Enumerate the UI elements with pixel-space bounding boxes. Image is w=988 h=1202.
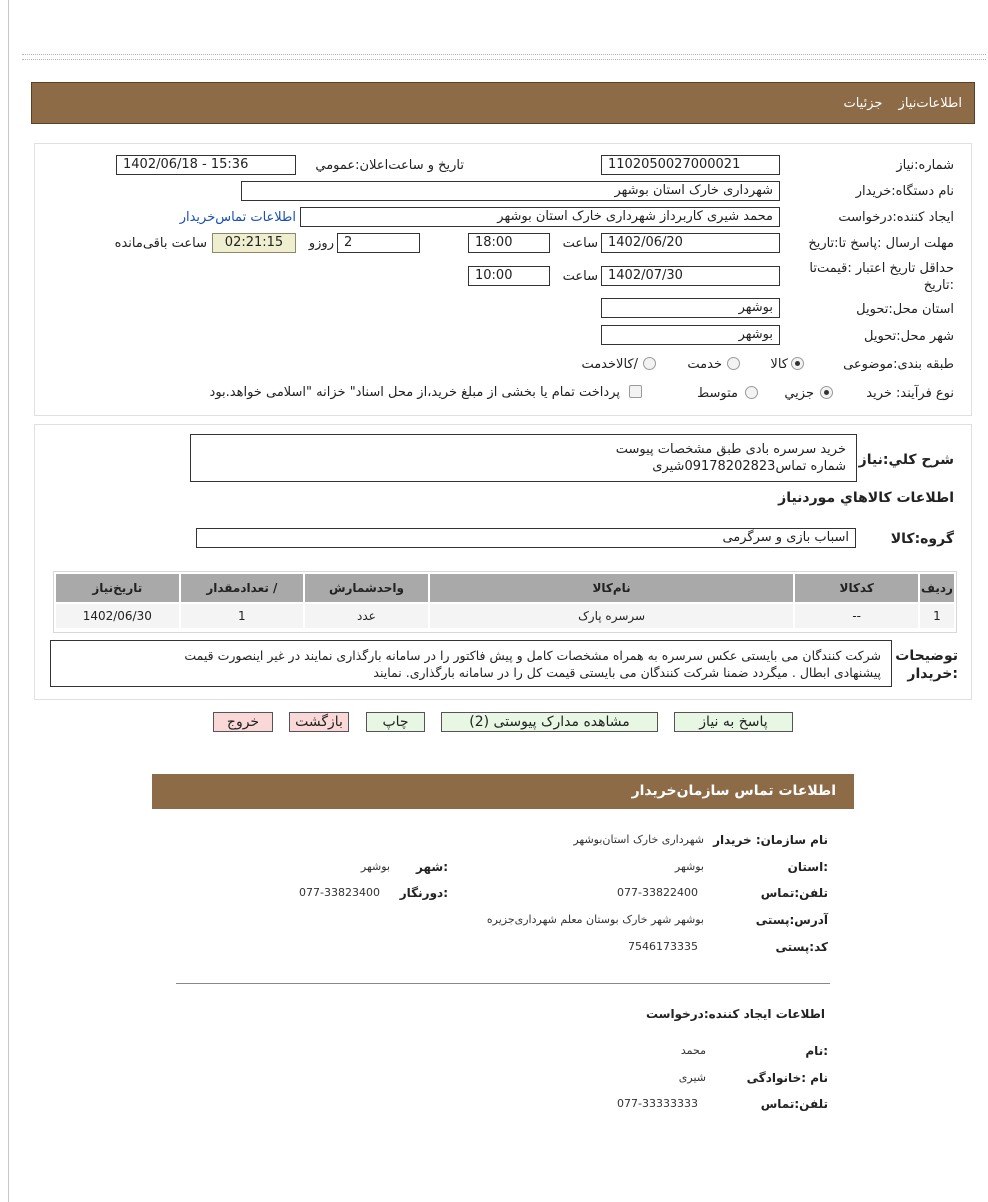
cell-row: 1 (920, 604, 954, 628)
deadline-time-label: ساعت (562, 236, 598, 251)
header-bar (31, 82, 975, 124)
creator-first-label: :نام (805, 1044, 828, 1058)
process-label: نوع فرآیند: خرید (866, 386, 954, 401)
desc-line-1: خرید سرسره بادی طبق مشخصات پیوست (615, 442, 846, 457)
org-fax-value: 077-33823400 (299, 886, 380, 899)
tab-info[interactable]: اطلاعات‌نیاز (898, 96, 962, 111)
attachments-button[interactable]: مشاهده مدارک پیوستی (2) (441, 712, 658, 732)
org-phone-value: 077-33822400 (617, 886, 698, 899)
creator-phone-value: 077-33333333 (617, 1097, 698, 1110)
reply-button[interactable]: پاسخ به نیاز (674, 712, 793, 732)
announce-field: 1402/06/18 - 15:36 (116, 155, 296, 175)
category-service-label: خدمت (687, 357, 722, 372)
org-province-label: :استان (787, 860, 828, 874)
creator-first-value: محمد (680, 1044, 706, 1057)
notes-label-line-2: :خریدار (907, 666, 958, 682)
col-unit-header: واحدشمارش (305, 574, 428, 602)
cell-unit: عدد (305, 604, 428, 628)
category-service-radio[interactable] (727, 357, 740, 370)
province-field: بوشهر (601, 298, 780, 318)
process-medium-radio[interactable] (745, 386, 758, 399)
creator-phone-label: تلفن:تماس (760, 1097, 828, 1111)
dotted-separator (22, 54, 986, 60)
cell-name: سرسره پارک (430, 604, 794, 628)
city-field: بوشهر (601, 325, 780, 345)
cell-qty: 1 (181, 604, 304, 628)
creator-info-title: اطلاعات ایجاد کننده:درخواست (645, 1007, 825, 1021)
org-header-bar (152, 774, 854, 809)
notes-line-1: شرکت کنندگان می بایستی عکس سرسره به همراه مشخصات کامل و پیش فاکتور را در سامانه بارگذاری نمایند در غیر اینصورت قیمت (184, 648, 881, 663)
desc-label: شرح کلي:نیاز (858, 452, 954, 468)
notes-box (50, 640, 892, 687)
notes-label-line-1: توضیحات (895, 648, 958, 664)
org-name-value: شهرداری خارک استان‌بوشهر (573, 833, 704, 846)
org-address-value: بوشهر شهر خارک بوستان معلم شهرداری‌جزیره (486, 913, 704, 926)
cell-code: -- (795, 604, 918, 628)
creator-label: ایجاد کننده:درخواست (838, 210, 954, 225)
cell-date: 1402/06/30 (56, 604, 179, 628)
buyer-contact-link[interactable]: اطلاعات تماس‌خریدار (179, 210, 296, 225)
table-header-row (56, 574, 954, 602)
org-phone-label: تلفن:تماس (760, 886, 828, 900)
need-number-label: شماره:نیاز (896, 158, 954, 173)
table-row (56, 604, 954, 628)
creator-field: محمد شیری کاربرداز شهرداری خارک استان بوشهر (300, 207, 780, 227)
items-table-frame (53, 571, 957, 633)
category-goods-radio[interactable] (791, 357, 804, 370)
print-button[interactable]: چاپ (366, 712, 425, 732)
org-province-value: بوشهر (674, 860, 704, 873)
page-left-border (8, 0, 9, 1202)
desc-box (190, 434, 857, 482)
deadline-date-field: 1402/06/20 (601, 233, 780, 253)
days-field: 2 (337, 233, 420, 253)
deadline-time-field: 18:00 (468, 233, 550, 253)
process-small-label: جزيي (784, 386, 814, 401)
buyer-field: شهرداری خارک استان بوشهر (241, 181, 780, 201)
category-both-label: /کالاخدمت (581, 357, 638, 372)
group-field: اسباب بازی و سرگرمی (196, 528, 856, 548)
header-tabs (831, 96, 962, 111)
creator-last-label: نام :خانوادگی (746, 1071, 828, 1085)
deadline-label: مهلت ارسال :پاسخ تا:تاریخ (808, 236, 954, 251)
province-label: استان محل:تحویل (856, 302, 954, 317)
treasury-checkbox[interactable] (629, 385, 642, 398)
goods-title: اطلاعات کالاهاي مورد‌نیاز (778, 490, 954, 506)
days-label: روزو (308, 236, 334, 251)
col-row-header: رديف (920, 574, 954, 602)
remaining-time-field: 02:21:15 (212, 233, 296, 253)
remaining-label: ساعت باقی‌مانده (114, 236, 207, 251)
buyer-label: نام دستگاه:خریدار (855, 184, 954, 199)
org-postal-label: کد:پستی (775, 940, 828, 954)
col-name-header: نام‌کالا (430, 574, 794, 602)
announce-label: تاريخ و ساعت‌اعلان:عمومي (315, 158, 464, 173)
process-small-radio[interactable] (820, 386, 833, 399)
group-label: گروه:کالا (890, 531, 954, 547)
col-code-header: کدکالا (795, 574, 918, 602)
org-name-label: نام سازمان: خریدار (713, 833, 828, 847)
validity-date-field: 1402/07/30 (601, 266, 780, 286)
exit-button[interactable]: خروج (213, 712, 273, 732)
validity-time-label: ساعت (562, 269, 598, 284)
items-table (54, 572, 956, 630)
org-address-label: آدرس:پستی (755, 913, 828, 927)
org-city-value: بوشهر (360, 860, 390, 873)
org-fax-label: :دورنگار (399, 886, 448, 900)
back-button[interactable]: بازگشت (289, 712, 349, 732)
category-goods-label: کالا (770, 357, 788, 372)
section-divider (176, 983, 830, 984)
category-label: طبقه بندی:موضوعی (843, 357, 954, 372)
col-date-header: تاریخ‌نیاز (56, 574, 179, 602)
tab-details[interactable]: جزئيات (843, 96, 883, 111)
category-both-radio[interactable] (643, 357, 656, 370)
org-title: اطلاعات تماس سازمان‌خریدار (631, 783, 836, 799)
org-city-label: :شهر (416, 860, 448, 874)
desc-line-2: شماره تماس09178202823شیری (652, 459, 846, 474)
notes-line-2: پیشنهادی ابطال . میگردد ضمنا شرکت کنندگان می بایستی قیمت کل را در سامانه بارگذاری. نمایند (373, 665, 881, 680)
process-medium-label: متوسط (697, 386, 738, 401)
notes-label (895, 647, 958, 683)
treasury-text: پرداخت تمام یا بخشی از مبلغ خرید،از محل اسناد" خزانه "اسلامی خواهد.بود (209, 385, 620, 400)
validity-time-field: 10:00 (468, 266, 550, 286)
creator-last-value: شیری (678, 1071, 706, 1084)
validity-label: حداقل تاريخ اعتبار :قیمت‌تا :تاریخ (809, 261, 954, 293)
org-postal-value: 7546173335 (628, 940, 698, 953)
city-label: شهر محل:تحویل (864, 329, 954, 344)
col-qty-header: / تعدادمقدار (181, 574, 304, 602)
need-number-field: 1102050027000021 (601, 155, 780, 175)
